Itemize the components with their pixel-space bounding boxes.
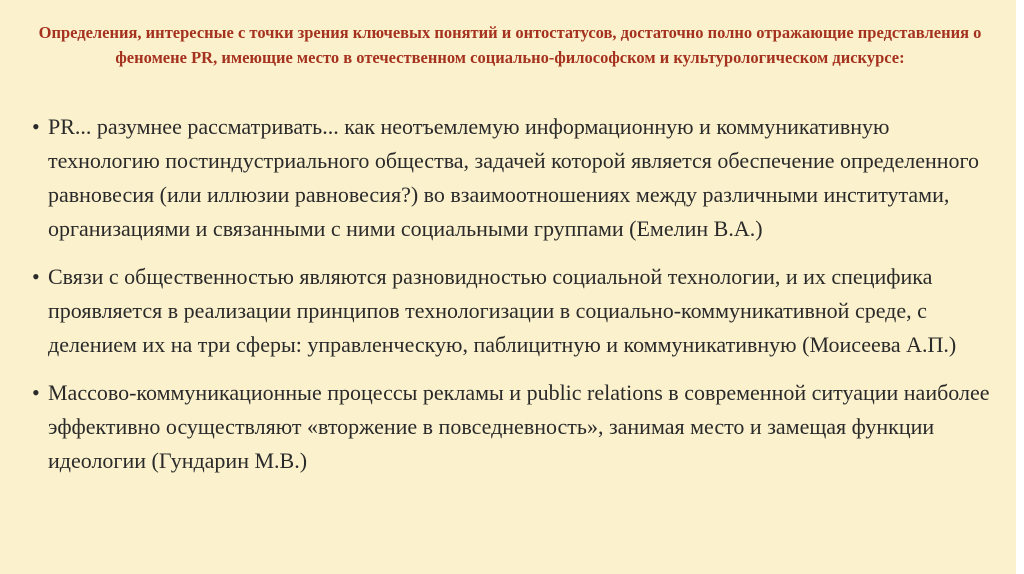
bullet-marker: • <box>32 380 40 405</box>
slide-title: Определения, интересные с точки зрения ключевых понятий и онтостатусов, достаточно полно отражающие представления о феномене PR, имеющие место в отечественном социально-философском и культурологическом дискурсе: <box>38 23 982 67</box>
bullet-text-3: Массово-коммуникационные процессы рекламы и public relations в современной ситуации наиболее эффективно осуществляют «вторжение в повседневность», занимая место и замещая функции идеологии (Гундарин М.В.) <box>48 380 990 473</box>
bullet-item-1 <box>32 110 997 246</box>
bullet-item-3 <box>32 376 997 478</box>
bullet-marker: • <box>32 264 40 289</box>
bullet-list <box>32 110 997 478</box>
page-edge <box>1016 0 1024 574</box>
bullet-text-2: Связи с общественностью являются разновидностью социальной технологии, и их специфика проявляется в реализации принципов технологизации в социально-коммуникативной среде, с делением их на три сферы: управленческую, паблицитную и коммуникативную (Моисеева А.П.) <box>48 264 957 357</box>
bullet-text-1: PR... разумнее рассматривать... как неотъемлемую информационную и коммуникативную технологию постиндустриального общества, задачей которой является обеспечение определенного равновесия (или иллюзии равновесия?) во взаимоотношениях между различными институтами, организациями и связанными с ними социальными группами (Емелин В.А.) <box>48 114 979 241</box>
bullet-item-2 <box>32 260 997 362</box>
bullet-marker: • <box>32 114 40 139</box>
